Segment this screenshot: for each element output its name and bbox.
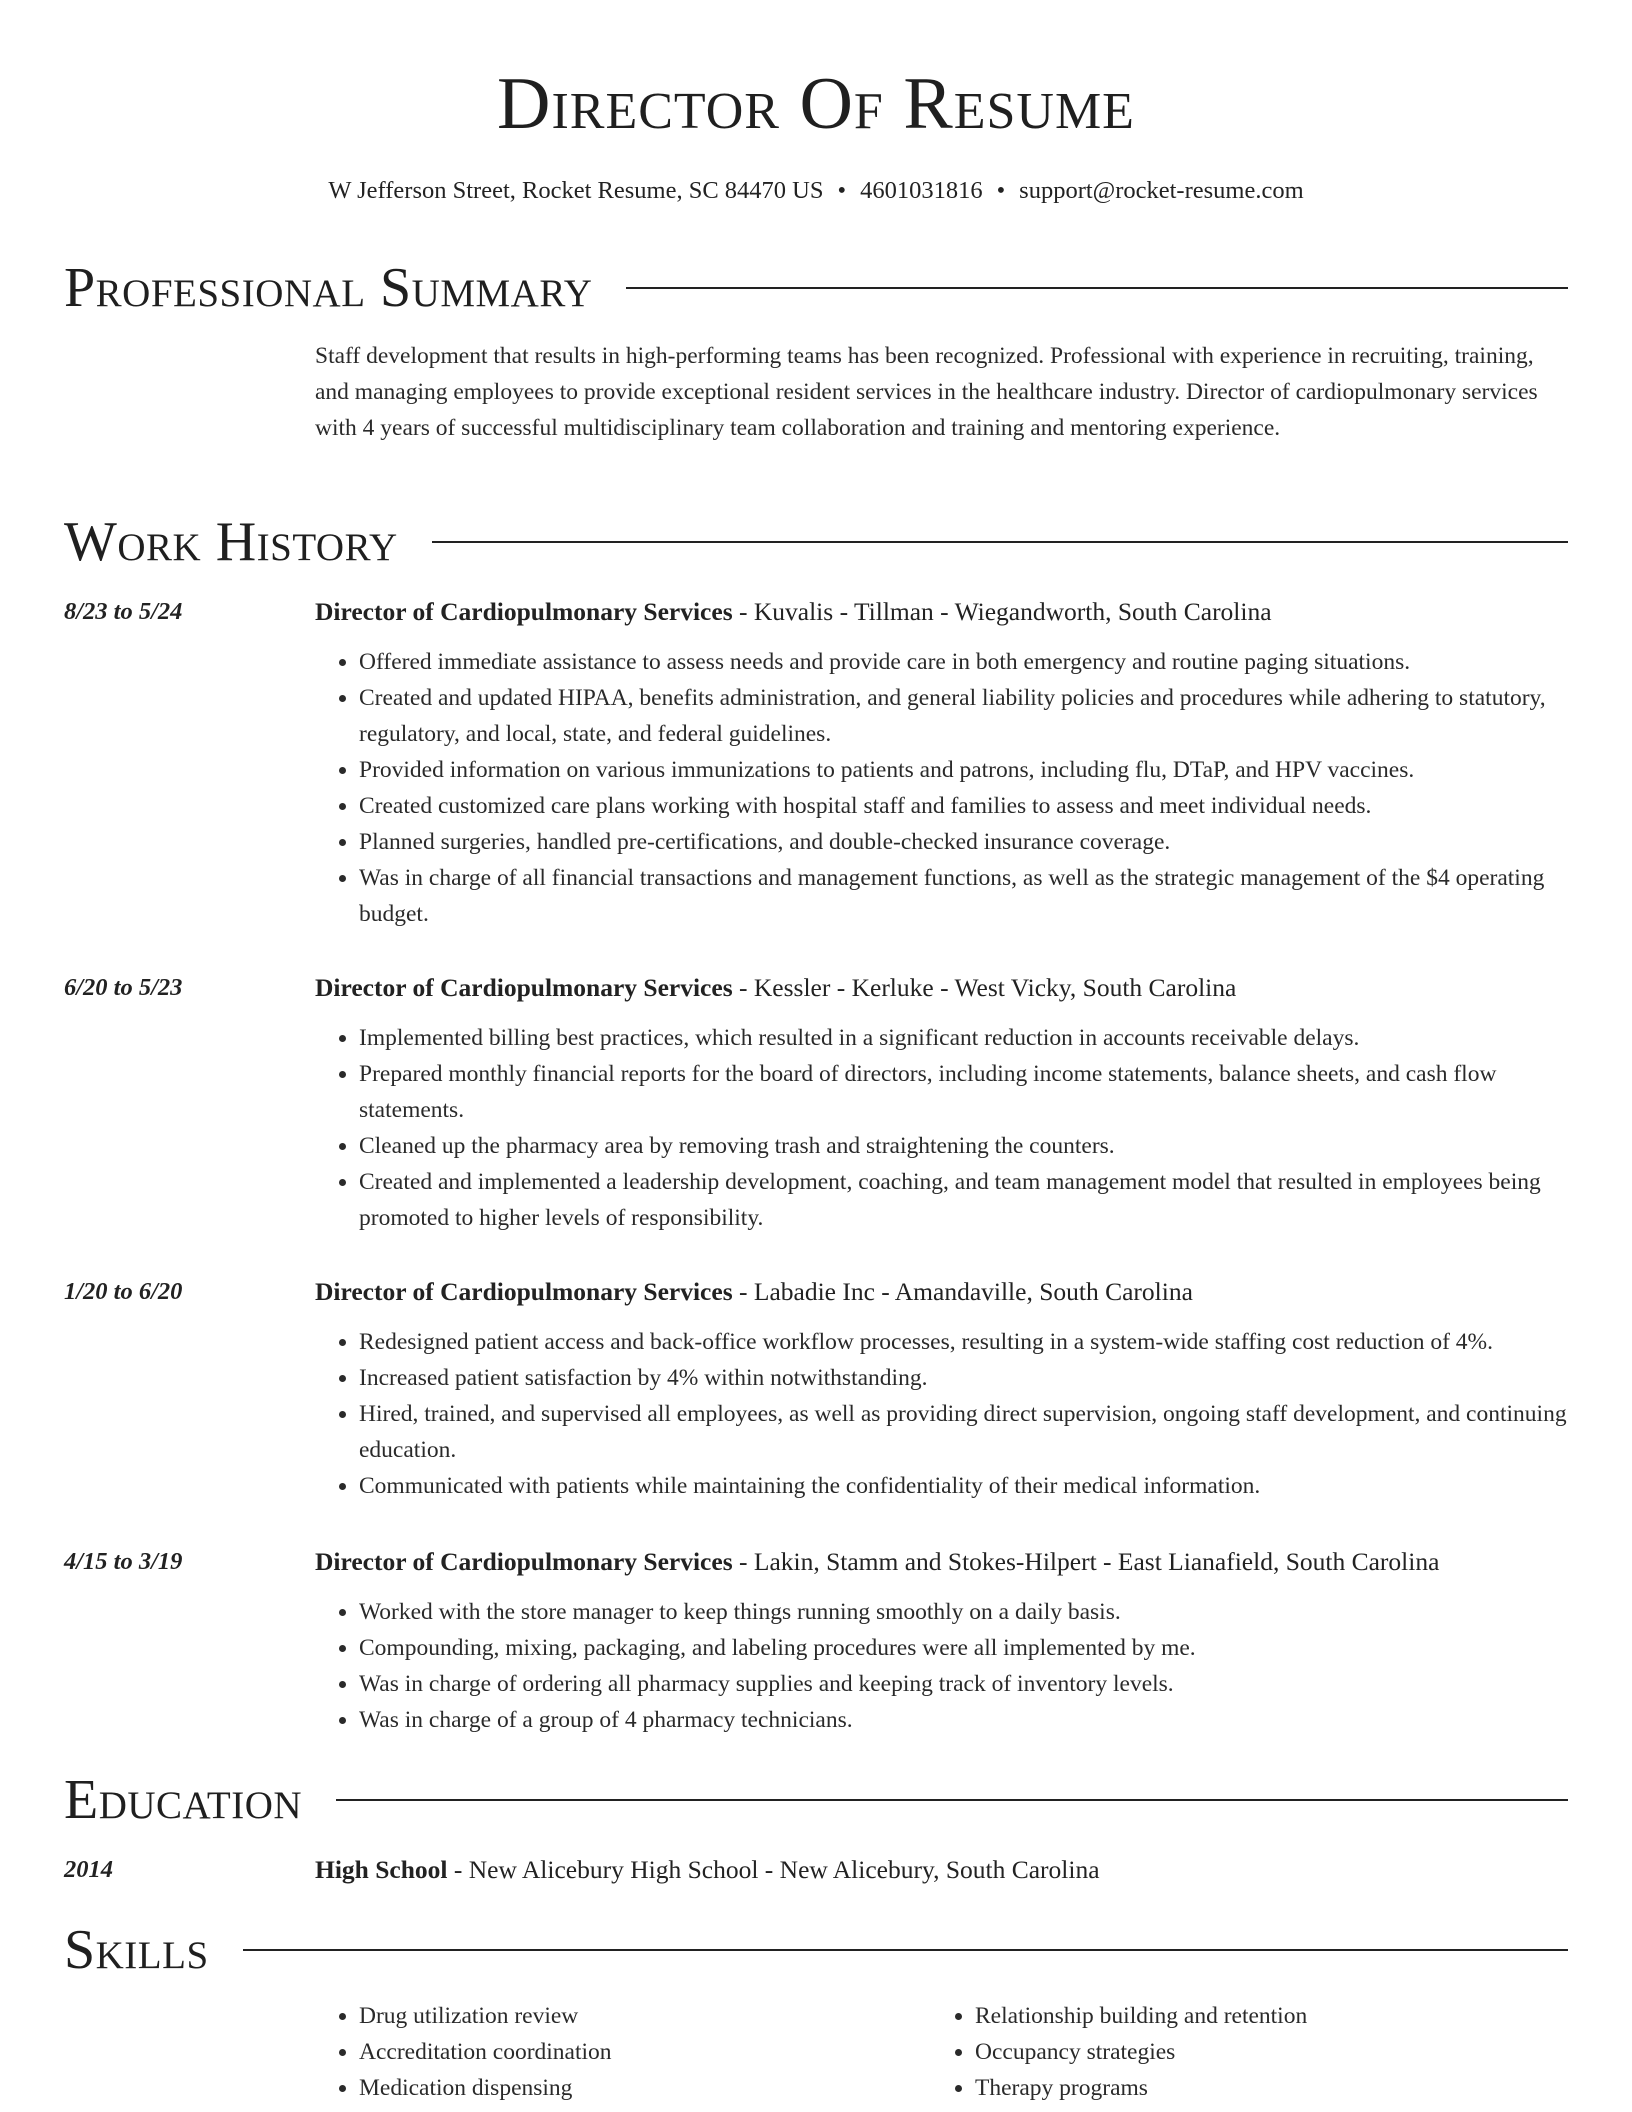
job-bullet: • Communicated with patients while maintaining the confidentiality of their medical information.: [359, 1468, 1568, 1504]
summary-text: Staff development that results in high-performing teams has been recognized. Professional with experience in recruiting, training, and managing employees to provide exceptional resident services in the healthcare industry. Director of cardiopulmonary services with 4 years of successful multidisciplinary team collaboration and training and mentoring experience.: [315, 343, 1538, 441]
job-dates: 8/23 to 5/24: [64, 598, 183, 625]
job-bullets: [315, 1324, 1568, 1504]
job-bullets: [315, 1020, 1568, 1236]
skill-item: • Medication dispensing: [359, 2070, 612, 2106]
contact-line: [0, 174, 1632, 208]
job-bullets: [315, 1594, 1568, 1738]
contact-email: support@rocket-resume.com: [1019, 177, 1304, 204]
section-title-education: Education: [64, 1769, 303, 1831]
job-bullet: • Offered immediate assistance to assess needs and provide care in both emergency and routine paging situations.: [359, 644, 1568, 680]
section-title-skills: Skills: [64, 1919, 209, 1981]
job-header: [315, 1544, 1568, 1580]
job-header: [315, 1274, 1568, 1310]
job-bullet: • Provided information on various immunizations to patients and patrons, including flu, DTaP, and HPV vaccines.: [359, 752, 1568, 788]
skills-column-left: [315, 1998, 612, 2106]
section-title-summary: Professional Summary: [64, 257, 593, 319]
contact-separator: •: [996, 177, 1006, 204]
contact-phone: 4601031816: [860, 177, 983, 204]
job-header: [315, 970, 1568, 1006]
skill-item: • Accreditation coordination: [359, 2034, 612, 2070]
job-bullet: • Was in charge of ordering all pharmacy supplies and keeping track of inventory levels.: [359, 1666, 1568, 1702]
job-title: Director of Cardiopulmonary Services: [315, 597, 733, 626]
section-divider: [243, 1949, 1568, 1951]
skills-column-right: [931, 1998, 1307, 2106]
job-employer: - Labadie Inc - Amandaville, South Carolina: [732, 1277, 1193, 1306]
education-degree: High School: [315, 1855, 448, 1884]
job-bullet: • Created and updated HIPAA, benefits administration, and general liability policies and procedures while adhering to statutory, regulatory, and local, state, and federal guidelines.: [359, 680, 1568, 752]
job-title: Director of Cardiopulmonary Services: [315, 973, 733, 1002]
job-title: Director of Cardiopulmonary Services: [315, 1547, 733, 1576]
job-bullets: [315, 644, 1568, 932]
skill-item: • Occupancy strategies: [975, 2034, 1307, 2070]
job-title: Director of Cardiopulmonary Services: [315, 1277, 733, 1306]
job-header: [315, 594, 1568, 630]
job-employer: - Kuvalis - Tillman - Wiegandworth, South Carolina: [732, 597, 1272, 626]
job-dates: 6/20 to 5/23: [64, 974, 183, 1001]
skill-item: • Relationship building and retention: [975, 1998, 1307, 2034]
education-school: - New Alicebury High School - New Alicebury, South Carolina: [447, 1855, 1100, 1884]
job-dates: 4/15 to 3/19: [64, 1548, 183, 1575]
contact-address: W Jefferson Street, Rocket Resume, SC 84470 US: [328, 177, 824, 204]
section-divider: [336, 1799, 1568, 1801]
job-dates: 1/20 to 6/20: [64, 1278, 183, 1305]
section-header-skills: [64, 1918, 1568, 1982]
job-bullet: • Prepared monthly financial reports for the board of directors, including income statements, balance sheets, and cash flow statements.: [359, 1056, 1568, 1128]
job-bullet: • Was in charge of all financial transactions and management functions, as well as the strategic management of the $4 operating budget.: [359, 860, 1568, 932]
contact-separator: •: [837, 177, 847, 204]
job-employer: - Lakin, Stamm and Stokes-Hilpert - East Lianafield, South Carolina: [732, 1547, 1440, 1576]
job-bullet: • Was in charge of a group of 4 pharmacy technicians.: [359, 1702, 1568, 1738]
job-bullet: • Redesigned patient access and back-office workflow processes, resulting in a system-wide staffing cost reduction of 4%.: [359, 1324, 1568, 1360]
job-bullet: • Created customized care plans working with hospital staff and families to assess and meet individual needs.: [359, 788, 1568, 824]
job-bullet: • Increased patient satisfaction by 4% within notwithstanding.: [359, 1360, 1568, 1396]
education-year: 2014: [64, 1856, 113, 1883]
resume-title: Director Of Resume: [497, 63, 1135, 145]
job-bullet: • Implemented billing best practices, which resulted in a significant reduction in accounts receivable delays.: [359, 1020, 1568, 1056]
skill-item: • Therapy programs: [975, 2070, 1307, 2106]
job-employer: - Kessler - Kerluke - West Vicky, South Carolina: [732, 973, 1237, 1002]
job-bullet: • Worked with the store manager to keep things running smoothly on a daily basis.: [359, 1594, 1568, 1630]
job-bullet: • Hired, trained, and supervised all employees, as well as providing direct supervision, ongoing staff development, and continuing education.: [359, 1396, 1568, 1468]
job-bullet: • Planned surgeries, handled pre-certifications, and double-checked insurance coverage.: [359, 824, 1568, 860]
education-header: [315, 1852, 1568, 1888]
section-header-education: [64, 1768, 1568, 1832]
job-bullet: • Created and implemented a leadership development, coaching, and team management model that resulted in employees being promoted to higher levels of responsibility.: [359, 1164, 1568, 1236]
section-divider: [626, 287, 1568, 289]
job-bullet: • Compounding, mixing, packaging, and labeling procedures were all implemented by me.: [359, 1630, 1568, 1666]
section-title-work-history: Work History: [64, 511, 398, 573]
section-divider: [432, 541, 1568, 543]
section-header-work-history: [64, 510, 1568, 574]
skill-item: • Drug utilization review: [359, 1998, 612, 2034]
section-header-summary: [64, 256, 1568, 320]
job-bullet: • Cleaned up the pharmacy area by removing trash and straightening the counters.: [359, 1128, 1568, 1164]
